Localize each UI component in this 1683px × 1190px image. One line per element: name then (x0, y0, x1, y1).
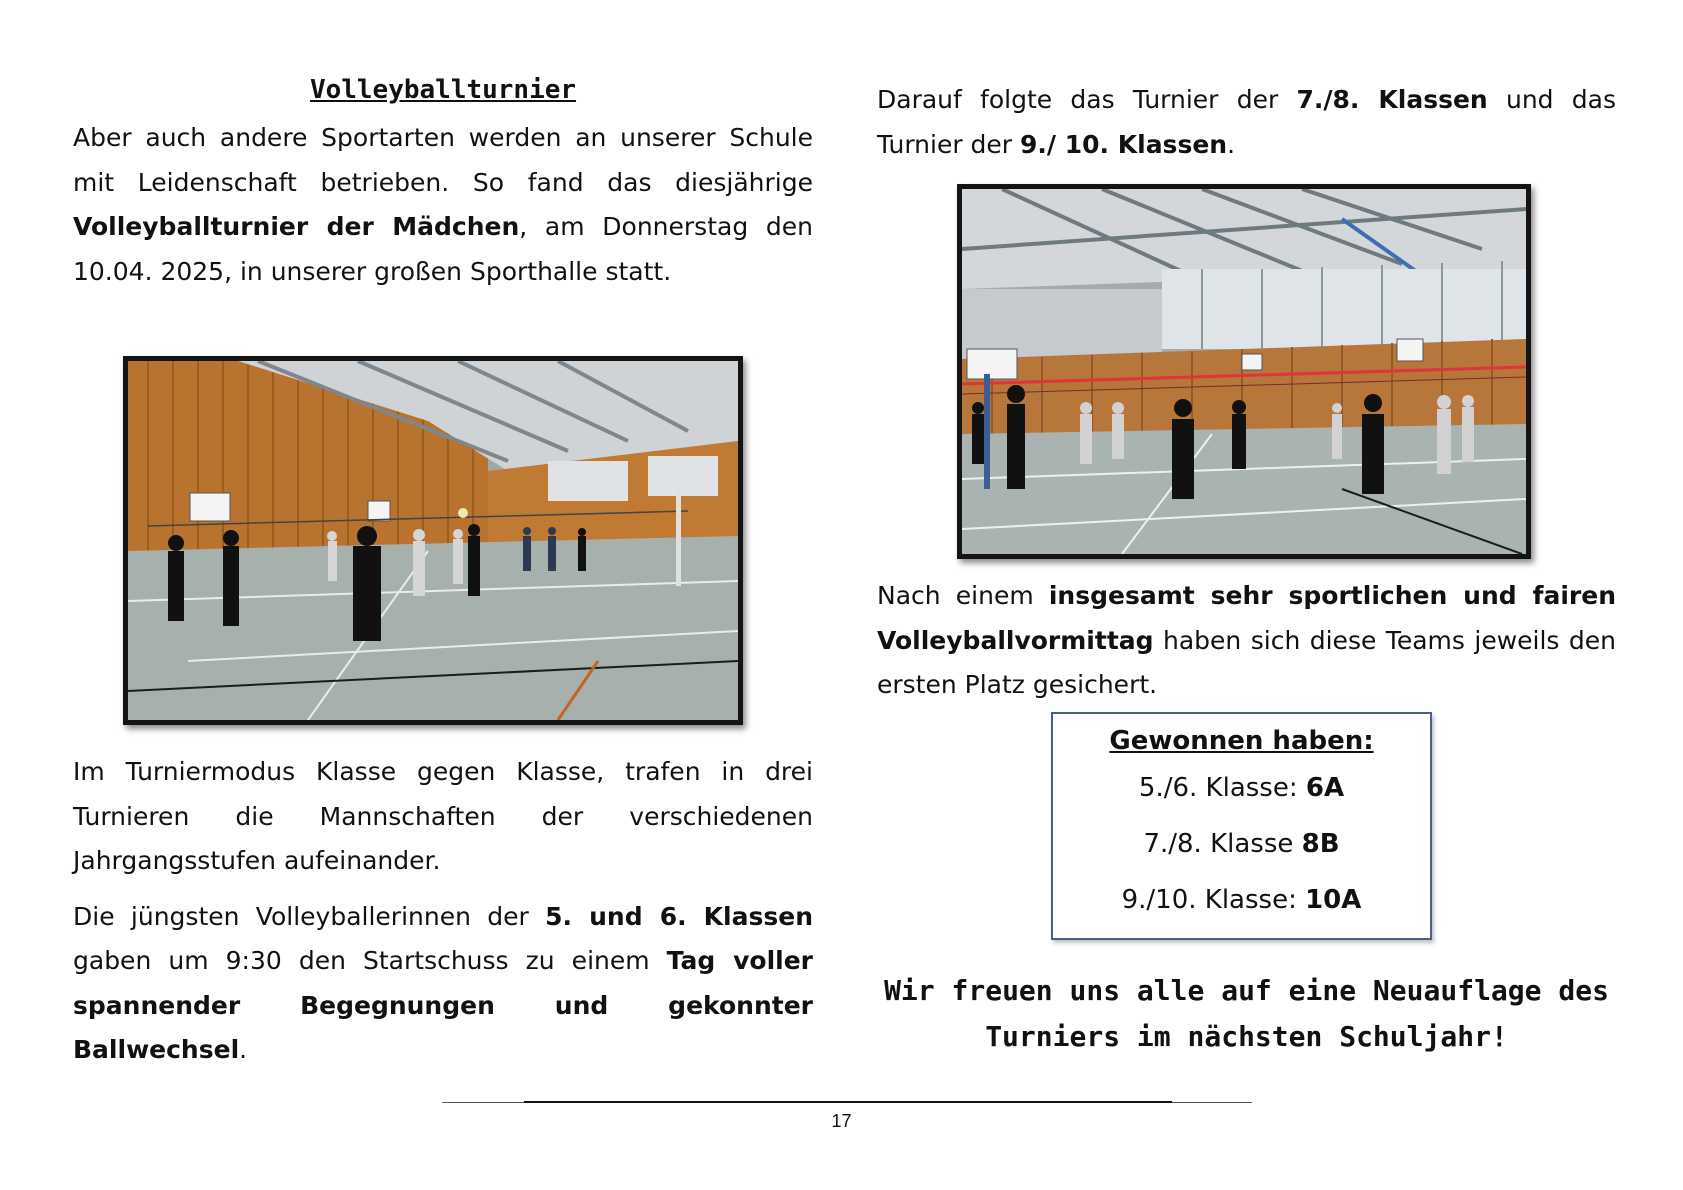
closing-statement: Wir freuen uns alle auf eine Neuauflage des Turniers im nächsten Schuljahr! (884, 974, 1609, 1053)
text-run: , am Donnerstag den 10.04. 2025, in unserer großen Sporthalle statt. (73, 212, 813, 286)
right-column-lower (877, 574, 1616, 708)
result-paragraph (877, 574, 1616, 708)
winner-label: 9./10. Klasse: (1121, 885, 1306, 915)
text-run: Nach einem (877, 581, 1049, 610)
emphasized-text: insgesamt sehr sportlichen und fairen Volleyballvormittag (877, 581, 1616, 655)
right-column (877, 78, 1616, 167)
volleyball-photo-upper-grades (957, 184, 1531, 559)
youngest-players-paragraph (73, 895, 813, 1073)
text-run: . (239, 1035, 248, 1064)
emphasized-text: Volleyballturnier der Mädchen (73, 212, 520, 241)
text-run: Die jüngsten Volleyballerinnen der (73, 901, 546, 931)
winner-label: 5./6. Klasse: (1138, 773, 1306, 803)
text-run: Aber auch andere Sportarten werden an unserer Schule mit Leidenschaft betrieben. So fand das diesjährige (73, 123, 813, 197)
article-heading: Volleyballturnier (309, 75, 577, 105)
intro-paragraph (73, 116, 813, 294)
emphasized-text: Tag voller spannender Begegnungen und gekonnter Ballwechsel (73, 946, 813, 1064)
winners-box (1051, 712, 1432, 940)
text-run: haben sich diese Teams jeweils den ersten Platz gesichert. (877, 625, 1616, 699)
winner-row (1053, 760, 1430, 816)
winner-row (1053, 816, 1430, 872)
winners-heading: Gewonnen haben: (1109, 726, 1374, 756)
footer-divider-bold (524, 1101, 1172, 1103)
text-run: Im Turniermodus Klasse gegen Klasse, trafen in drei Turnieren die Mannschaften der verschiedenen Jahrgangsstufen aufeinander. (73, 757, 813, 875)
text-run: Darauf folgte das Turnier der (877, 85, 1297, 114)
winner-label: 7./8. Klasse (1143, 829, 1302, 859)
emphasized-text: 7./8. Klassen (1296, 85, 1488, 114)
following-tournaments-paragraph (877, 78, 1616, 167)
emphasized-text: 5. und 6. Klassen (545, 901, 813, 931)
emphasized-text: 9./ 10. Klassen (1020, 129, 1228, 159)
text-run: gaben um 9:30 den Startschuss zu einem (73, 946, 667, 975)
winner-team: 8B (1301, 829, 1340, 859)
winner-team: 10A (1305, 885, 1362, 915)
tournament-mode-paragraph (73, 750, 813, 884)
winner-row (1053, 872, 1430, 928)
left-column-lower (73, 750, 813, 1073)
page-number: 17 (831, 1111, 852, 1131)
volleyball-photo-girls (123, 356, 743, 725)
left-column (73, 70, 813, 294)
winner-team: 6A (1305, 773, 1345, 803)
text-run: . (1227, 129, 1236, 159)
text-run: und das Turnier der (877, 85, 1616, 159)
